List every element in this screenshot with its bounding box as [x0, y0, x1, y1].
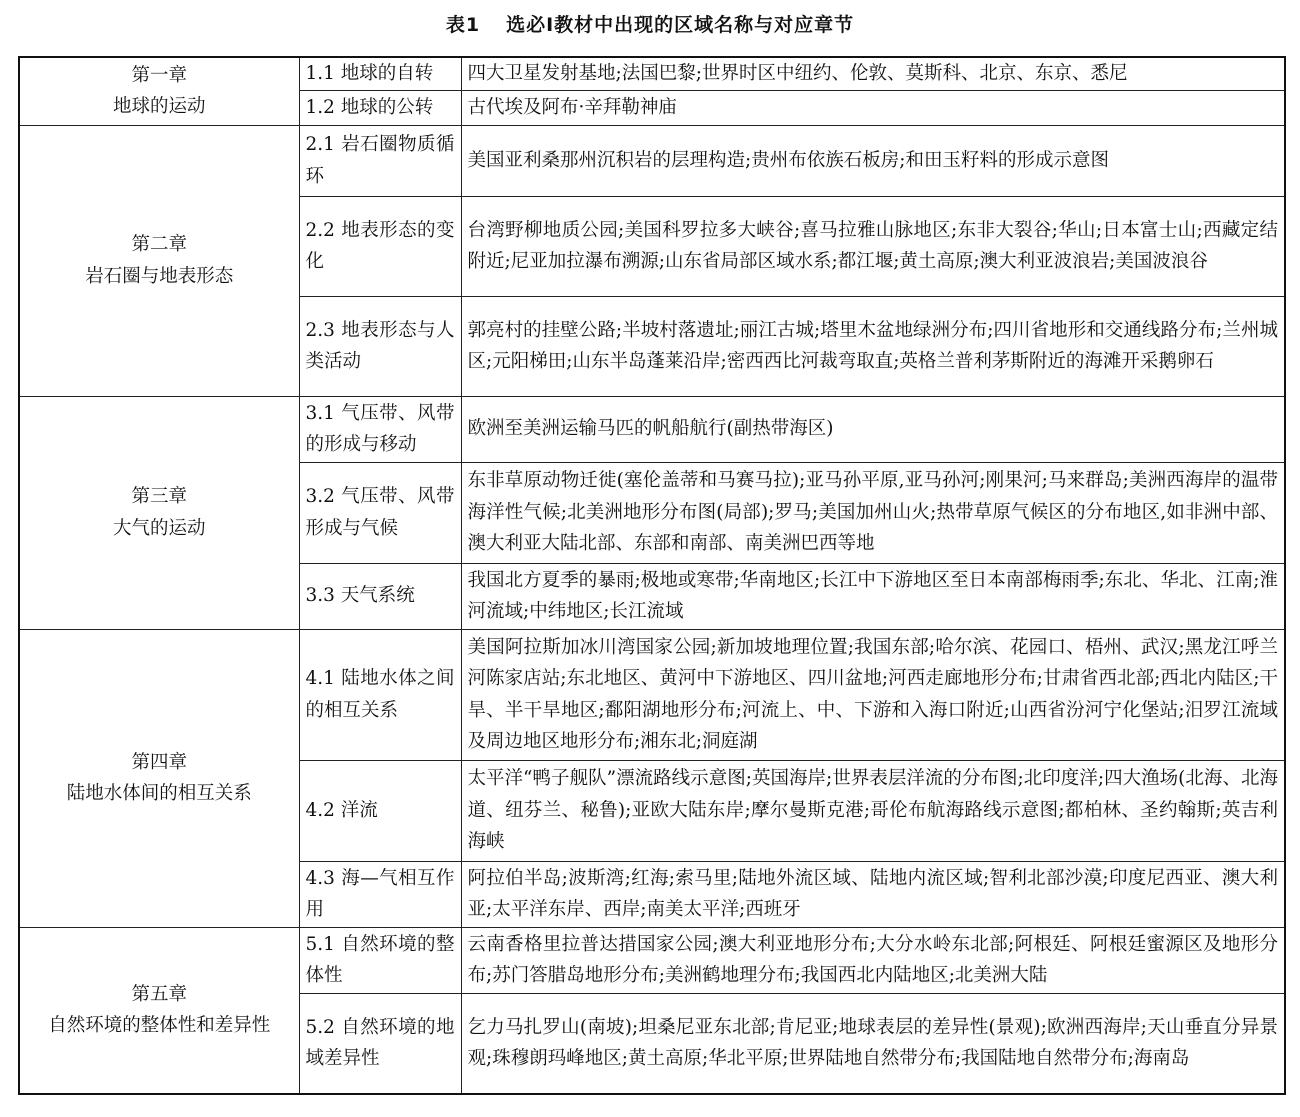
section-regions: 四大卫星发射基地;法国巴黎;世界时区中纽约、伦敦、莫斯科、北京、东京、悉尼	[461, 57, 1285, 90]
section-regions: 美国阿拉斯加冰川湾国家公园;新加坡地理位置;我国东部;哈尔滨、花园口、梧州、武汉;黑龙江呼兰河陈家店站;东北地区、黄河中下游地区、四川盆地;河西走廊地形分布;甘肃省西北部;西北内陆区;干旱、半干旱地区;鄱阳湖地形分布;河流上、中、下游和入海口附近;山西省汾河宁化堡站;汨罗江流域及周边地区地形分布;湘东北;洞庭湖	[461, 629, 1285, 760]
section-regions: 台湾野柳地质公园;美国科罗拉多大峡谷;喜马拉雅山脉地区;东非大裂谷;华山;日本富士山;西藏定结附近;尼亚加拉瀑布溯源;山东省局部区域水系;都江堰;黄土高原;澳大利亚波浪岩;美国波浪谷	[461, 196, 1285, 296]
chapter-number: 第四章	[131, 751, 187, 773]
chapter-name: 岩石圈与地表形态	[85, 265, 234, 287]
section-regions: 古代埃及阿布·辛拜勒神庙	[461, 90, 1285, 125]
table-row	[19, 629, 1285, 760]
section-regions: 云南香格里拉普达措国家公园;澳大利亚地形分布;大分水岭东北部;阿根廷、阿根廷蜜源区及地形分布;苏门答腊岛地形分布;美洲鹤地理分布;我国西北内陆地区;北美洲大陆	[461, 927, 1285, 993]
section-regions: 东非草原动物迁徙(塞伦盖蒂和马赛马拉);亚马孙平原,亚马孙河;刚果河;马来群岛;美洲西海岸的温带海洋性气候;北美洲地形分布图(局部);罗马;美国加州山火;热带草原气候区的分布地区,如非洲中部、澳大利亚大陆北部、东部和南部、南美洲巴西等地	[461, 462, 1285, 563]
section-title: 3.3 天气系统	[299, 563, 461, 629]
section-title: 1.1 地球的自转	[299, 57, 461, 90]
chapter-number: 第五章	[131, 983, 187, 1005]
section-regions: 郭亮村的挂壁公路;半坡村落遗址;丽江古城;塔里木盆地绿洲分布;四川省地形和交通线路分布;兰州城区;元阳梯田;山东半岛蓬莱沿岸;密西西比河裁弯取直;英格兰普利茅斯附近的海滩开采鹅卵石	[461, 296, 1285, 396]
section-regions: 阿拉伯半岛;波斯湾;红海;索马里;陆地外流区域、陆地内流区域;智利北部沙漠;印度尼西亚、澳大利亚;太平洋东岸、西岸;南美太平洋;西班牙	[461, 861, 1285, 927]
chapter-number: 第一章	[131, 64, 187, 86]
table-caption	[0, 8, 1300, 42]
chapter-cell	[19, 396, 299, 629]
chapter-number: 第三章	[131, 486, 187, 507]
chapter-cell	[19, 57, 299, 125]
chapter-number: 第二章	[131, 234, 187, 255]
section-title: 3.2 气压带、风带形成与气候	[299, 462, 461, 563]
section-title: 4.1 陆地水体之间的相互关系	[299, 629, 461, 760]
table-row	[19, 125, 1285, 196]
table-row	[19, 927, 1285, 993]
table-row	[19, 57, 1285, 90]
section-regions: 我国北方夏季的暴雨;极地或寒带;华南地区;长江中下游地区至日本南部梅雨季;东北、华北、江南;淮河流域;中纬地区;长江流域	[461, 563, 1285, 629]
chapter-name: 陆地水体间的相互关系	[66, 783, 252, 804]
chapter-cell	[19, 629, 299, 927]
section-regions: 欧洲至美洲运输马匹的帆船航行(副热带海区)	[461, 396, 1285, 462]
chapter-cell	[19, 125, 299, 396]
section-title: 5.2 自然环境的地域差异性	[299, 993, 461, 1094]
table-title: 选必Ⅰ教材中出现的区域名称与对应章节	[506, 14, 855, 36]
section-title: 4.3 海—气相互作用	[299, 861, 461, 927]
section-title: 2.1 岩石圈物质循环	[299, 125, 461, 196]
table-number: 表1	[445, 14, 481, 36]
chapter-name: 自然环境的整体性和差异性	[48, 1015, 271, 1037]
section-title: 4.2 洋流	[299, 760, 461, 861]
chapter-name: 大气的运动	[112, 517, 206, 539]
section-title: 3.1 气压带、风带的形成与移动	[299, 396, 461, 462]
table-row	[19, 396, 1285, 462]
section-regions: 美国亚利桑那州沉积岩的层理构造;贵州布依族石板房;和田玉籽料的形成示意图	[461, 125, 1285, 196]
section-regions: 太平洋“鸭子舰队”漂流路线示意图;英国海岸;世界表层洋流的分布图;北印度洋;四大渔场(北海、北海道、纽芬兰、秘鲁);亚欧大陆东岸;摩尔曼斯克港;哥伦布航海路线示意图;都柏林、圣约翰斯;英吉利海峡	[461, 760, 1285, 861]
region-chapter-table	[18, 56, 1286, 1095]
chapter-cell	[19, 927, 299, 1094]
section-title: 2.2 地表形态的变化	[299, 196, 461, 296]
section-title: 5.1 自然环境的整体性	[299, 927, 461, 993]
section-title: 2.3 地表形态与人类活动	[299, 296, 461, 396]
section-regions: 乞力马扎罗山(南坡);坦桑尼亚东北部;肯尼亚;地球表层的差异性(景观);欧洲西海岸;天山垂直分异景观;珠穆朗玛峰地区;黄土高原;华北平原;世界陆地自然带分布;我国陆地自然带分布;海南岛	[461, 993, 1285, 1094]
section-title: 1.2 地球的公转	[299, 90, 461, 125]
chapter-name: 地球的运动	[112, 96, 206, 118]
